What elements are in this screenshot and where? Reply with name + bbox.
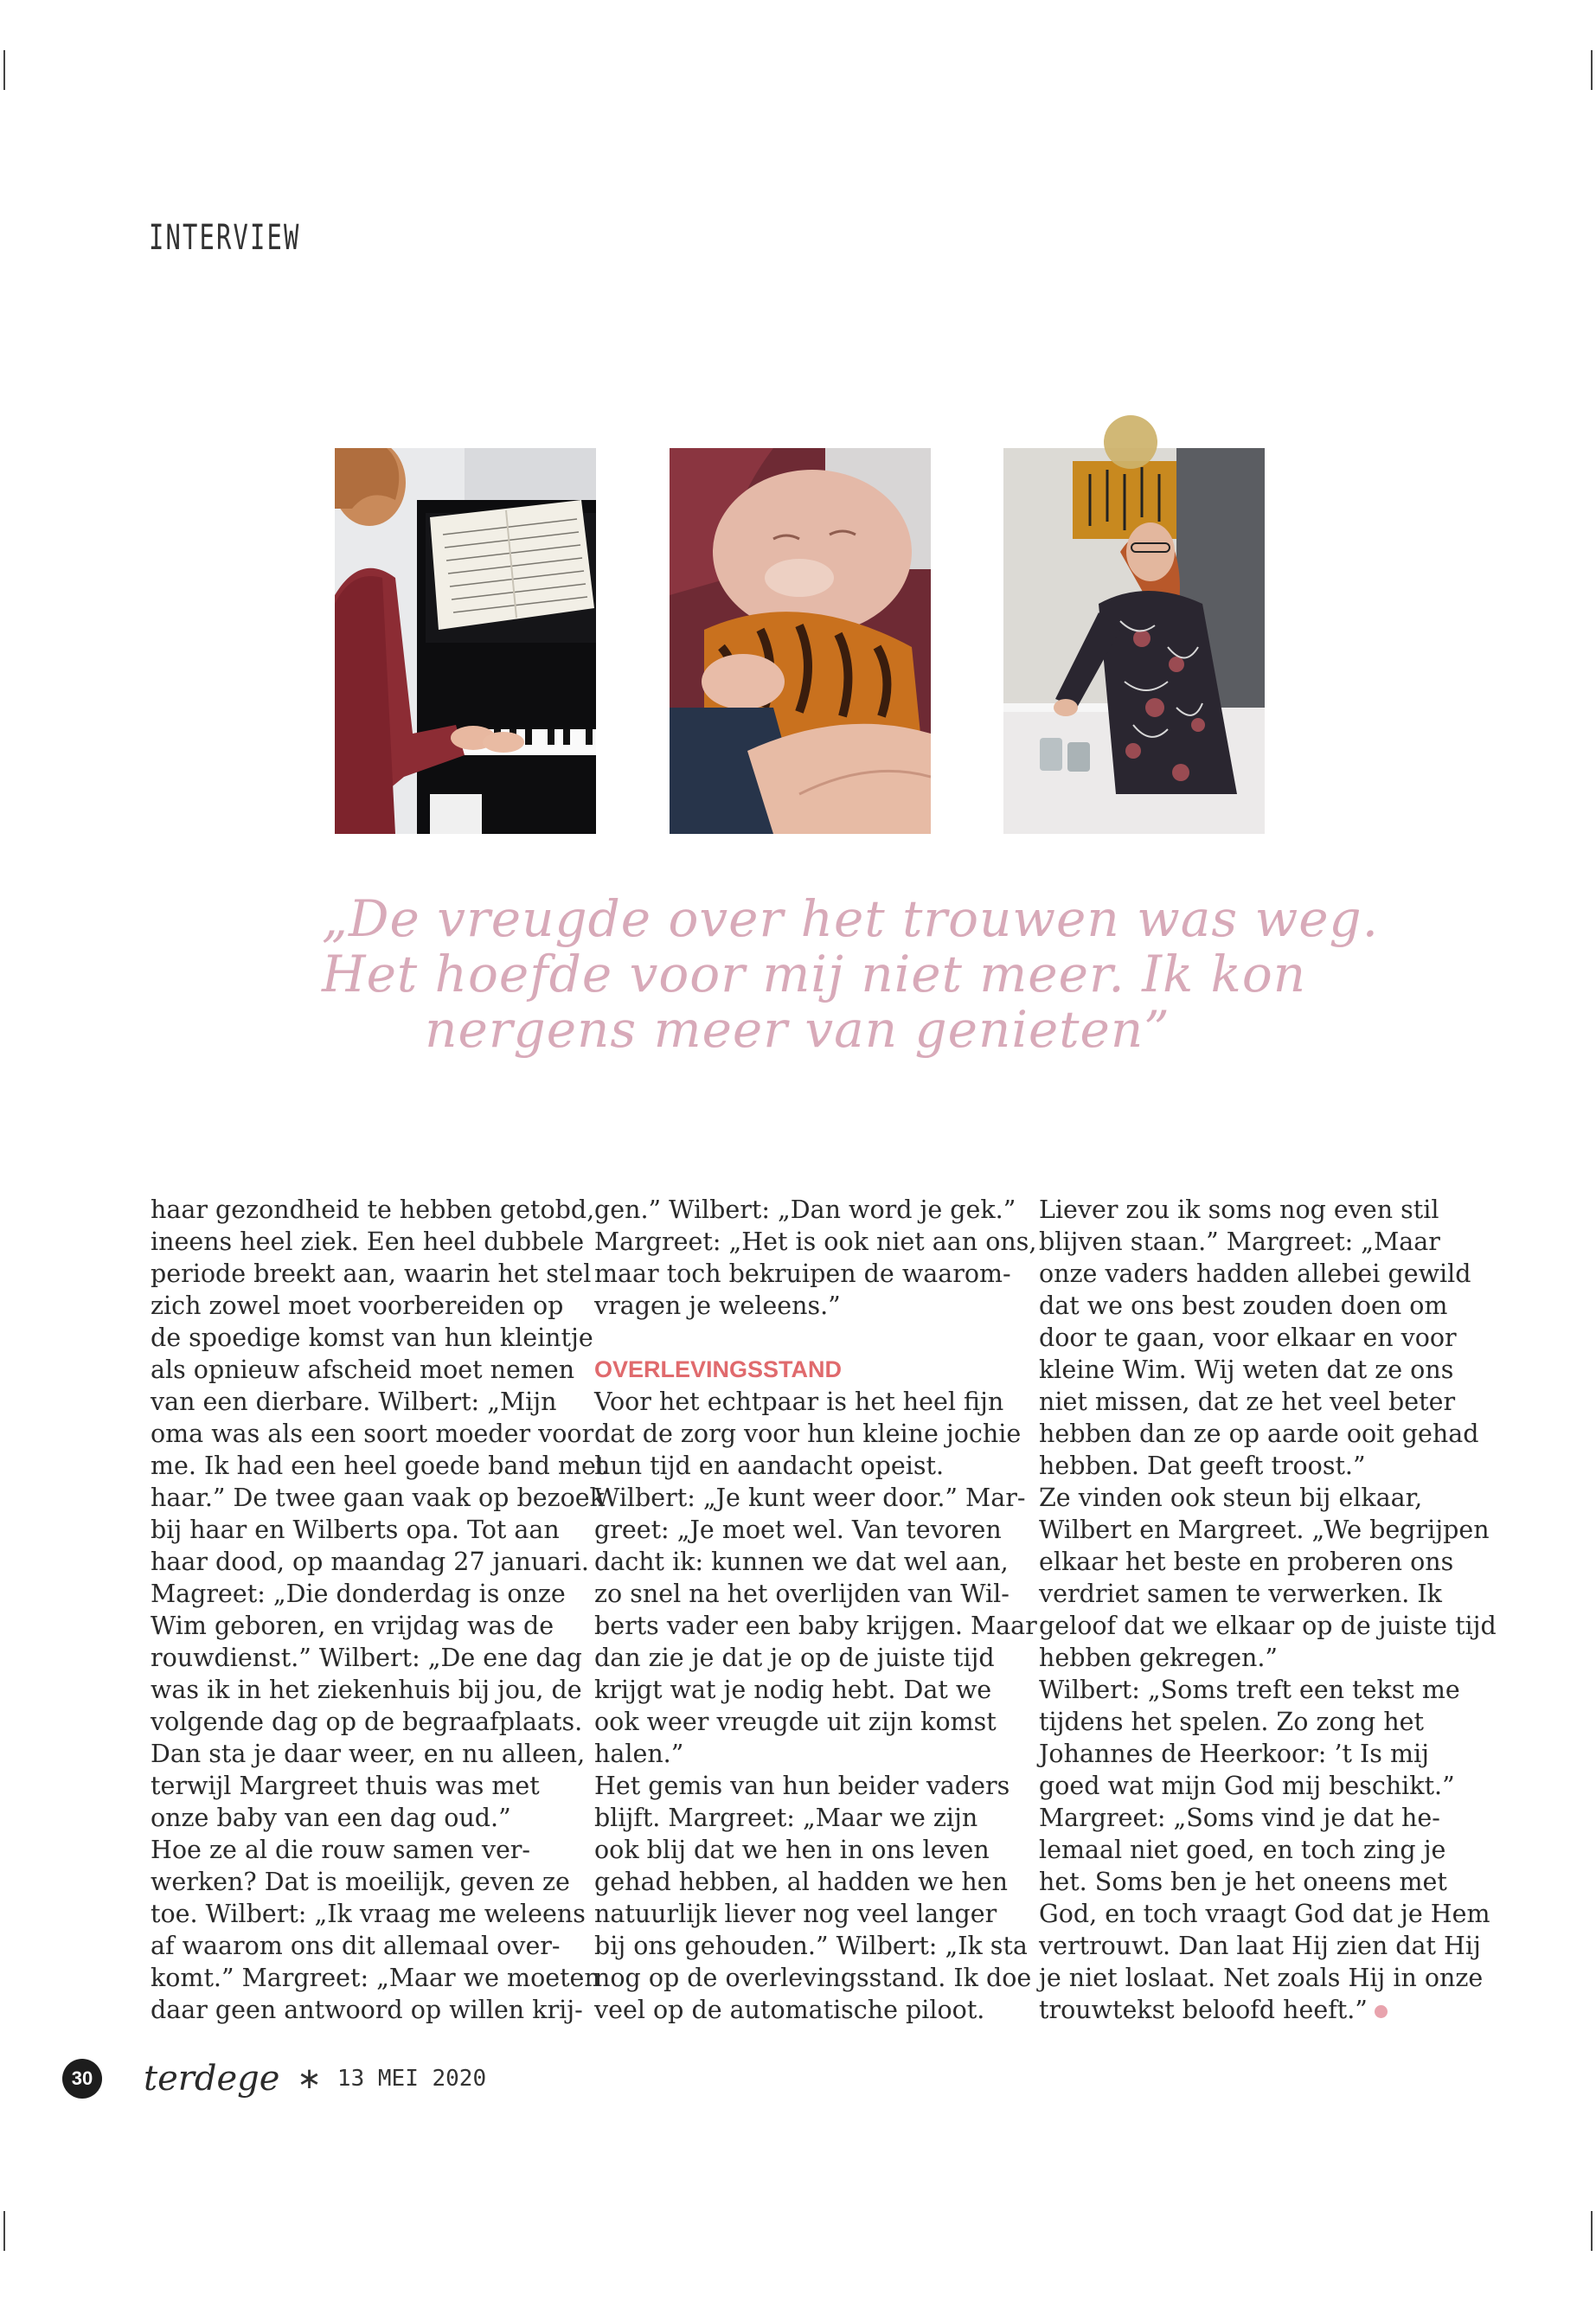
text-line: dacht ik: kunnen we dat wel aan, xyxy=(594,1548,1009,1576)
text-line: gen.” Wilbert: „Dan word je gek.” xyxy=(594,1195,1016,1224)
text-line: me. Ik had een heel goede band met xyxy=(151,1452,606,1480)
article-column-2 xyxy=(594,1194,1037,2026)
article-paragraph xyxy=(594,1194,1037,1322)
text-line: terwijl Margreet thuis was met xyxy=(151,1772,540,1800)
text-line: Wilbert: „Je kunt weer door.” Mar- xyxy=(594,1484,1026,1512)
crop-mark-bottom-right xyxy=(1591,2211,1593,2251)
photo-kitchen xyxy=(1003,448,1265,834)
text-line: greet: „Je moet wel. Van tevoren xyxy=(594,1516,1002,1544)
article-end-mark xyxy=(1375,2005,1388,2018)
text-line: ineens heel ziek. Een heel dubbele xyxy=(151,1227,585,1256)
text-line: oma was als een soort moeder voor xyxy=(151,1420,594,1448)
text-line: dat de zorg voor hun kleine jochie xyxy=(594,1420,1022,1448)
page-number: 30 xyxy=(62,2059,102,2099)
text-line: onze baby van een dag oud.” xyxy=(151,1804,511,1832)
crop-mark-bottom-left xyxy=(3,2211,5,2251)
text-line: kleine Wim. Wij weten dat ze ons xyxy=(1039,1356,1454,1384)
text-line: hebben dan ze op aarde ooit gehad xyxy=(1039,1420,1479,1448)
section-label: INTERVIEW xyxy=(149,218,301,258)
text-line: Wilbert en Margreet. „We begrijpen xyxy=(1039,1516,1490,1544)
text-line: haar.” De twee gaan vaak op bezoek xyxy=(151,1484,605,1512)
magazine-logo: terdege xyxy=(144,2059,280,2099)
text-line: nog op de overlevingsstand. Ik doe xyxy=(594,1964,1032,1992)
text-line: Het gemis van hun beider vaders xyxy=(594,1772,1010,1800)
text-line: daar geen antwoord op willen krij- xyxy=(151,1996,583,2024)
text-line: trouwtekst beloofd heeft.” xyxy=(1039,1994,1458,2026)
pull-quote-line: Het hoefde voor mij niet meer. Ik kon xyxy=(322,945,1307,1003)
text-line: haar gezondheid te hebben getobd, xyxy=(151,1195,595,1224)
text-line: natuurlijk liever nog veel langer xyxy=(594,1900,997,1928)
text-line: verdriet samen te verwerken. Ik xyxy=(1039,1580,1442,1608)
text-line: zich zowel moet voorbereiden op xyxy=(151,1292,564,1320)
text-line: periode breekt aan, waarin het stel xyxy=(151,1259,592,1288)
text-line: komt.” Margreet: „Maar we moeten xyxy=(151,1964,600,1992)
text-line: Hoe ze al die rouw samen ver- xyxy=(151,1836,531,1864)
text-line: niet missen, dat ze het veel beter xyxy=(1039,1388,1456,1416)
text-line: het. Soms ben je het oneens met xyxy=(1039,1868,1447,1896)
text-line: ook blij dat we hen in ons leven xyxy=(594,1836,990,1864)
text-line: vragen je weleens.” xyxy=(594,1292,841,1320)
text-line: van een dierbare. Wilbert: „Mijn xyxy=(151,1388,557,1416)
text-line: Dan sta je daar weer, en nu alleen, xyxy=(151,1740,586,1768)
page-footer xyxy=(62,2057,486,2100)
article-paragraph xyxy=(1039,1194,1497,2026)
text-line: Wilbert: „Soms treft een tekst me xyxy=(1039,1676,1460,1704)
text-line: blijven staan.” Margreet: „Maar xyxy=(1039,1227,1440,1256)
text-line: Voor het echtpaar is het heel fijn xyxy=(594,1388,1004,1416)
text-line: dan zie je dat je op de juiste tijd xyxy=(594,1644,995,1672)
text-line: ook weer vreugde uit zijn komst xyxy=(594,1708,997,1736)
text-line: elkaar het beste en proberen ons xyxy=(1039,1548,1454,1576)
text-line: was ik in het ziekenhuis bij jou, de xyxy=(151,1676,582,1704)
text-line: hun tijd en aandacht opeist. xyxy=(594,1452,945,1480)
text-line: Magreet: „Die donderdag is onze xyxy=(151,1580,566,1608)
text-line: toe. Wilbert: „Ik vraag me weleens xyxy=(151,1900,586,1928)
text-line: de spoedige komst van hun kleintje xyxy=(151,1324,593,1352)
text-line: berts vader een baby krijgen. Maar xyxy=(594,1612,1037,1640)
pull-quote-line: nergens meer van genieten” xyxy=(425,1000,1170,1059)
text-line: Wim geboren, en vrijdag was de xyxy=(151,1612,554,1640)
text-line: bij haar en Wilberts opa. Tot aan xyxy=(151,1516,560,1544)
text-line: werken? Dat is moeilijk, geven ze xyxy=(151,1868,570,1896)
text-line: bij ons gehouden.” Wilbert: „Ik sta xyxy=(594,1932,1028,1960)
text-line: Johannes de Heerkoor: ’t Is mij xyxy=(1039,1740,1429,1768)
text-line: krijgt wat je nodig hebt. Dat we xyxy=(594,1676,992,1704)
text-line: Margreet: „Soms vind je dat he- xyxy=(1039,1804,1440,1832)
text-line: Ze vinden ook steun bij elkaar, xyxy=(1039,1484,1423,1512)
text-line: zo snel na het overlijden van Wil- xyxy=(594,1580,1010,1608)
text-line: haar dood, op maandag 27 januari. xyxy=(151,1548,589,1576)
subheading: OVERLEVINGSSTAND xyxy=(594,1356,843,1382)
article-paragraph xyxy=(594,1386,1037,2026)
text-line: volgende dag op de begraafplaats. xyxy=(151,1708,583,1736)
text-line: onze vaders hadden allebei gewild xyxy=(1039,1259,1471,1288)
photo-baby xyxy=(670,448,931,834)
text-line: lemaal niet goed, en toch zing je xyxy=(1039,1836,1446,1864)
decorative-pin xyxy=(1104,415,1157,469)
text-line: geloof dat we elkaar op de juiste tijd xyxy=(1039,1612,1497,1640)
text-line: goed wat mijn God mij beschikt.” xyxy=(1039,1772,1455,1800)
text-line: af waarom ons dit allemaal over- xyxy=(151,1932,561,1960)
text-line: vertrouwt. Dan laat Hij zien dat Hij xyxy=(1039,1932,1481,1960)
text-line: gehad hebben, al hadden we hen xyxy=(594,1868,1008,1896)
text-line: door te gaan, voor elkaar en voor xyxy=(1039,1324,1457,1352)
pull-quote-line: „De vreugde over het trouwen was weg. xyxy=(322,889,1380,948)
article-column-1 xyxy=(151,1194,606,2026)
text-line: veel op de automatische piloot. xyxy=(594,1996,985,2024)
text-line: als opnieuw afscheid moet nemen xyxy=(151,1356,575,1384)
pull-quote xyxy=(322,889,1380,1059)
text-line: je niet loslaat. Net zoals Hij in onze xyxy=(1039,1964,1484,1992)
text-line: rouwdienst.” Wilbert: „De ene dag xyxy=(151,1644,582,1672)
text-line: hebben gekregen.” xyxy=(1039,1644,1278,1672)
text-line: maar toch bekruipen de waarom- xyxy=(594,1259,1011,1288)
separator-glyph: ∗ xyxy=(297,2061,322,2096)
text-line: Liever zou ik soms nog even stil xyxy=(1039,1195,1439,1224)
text-line: dat we ons best zouden doen om xyxy=(1039,1292,1448,1320)
text-line: Margreet: „Het is ook niet aan ons, xyxy=(594,1227,1037,1256)
photo-piano xyxy=(335,448,596,834)
crop-mark-top-right xyxy=(1591,50,1593,90)
text-line: hebben. Dat geeft troost.” xyxy=(1039,1452,1366,1480)
text-line: blijft. Margreet: „Maar we zijn xyxy=(594,1804,978,1832)
text-line: tijdens het spelen. Zo zong het xyxy=(1039,1708,1425,1736)
text-line: halen.” xyxy=(594,1740,684,1768)
text-line: God, en toch vraagt God dat je Hem xyxy=(1039,1900,1490,1928)
issue-date: 13 MEI 2020 xyxy=(337,2066,487,2092)
article-paragraph xyxy=(151,1194,606,2026)
crop-mark-top-left xyxy=(3,50,5,90)
article-column-3 xyxy=(1039,1194,1497,2026)
